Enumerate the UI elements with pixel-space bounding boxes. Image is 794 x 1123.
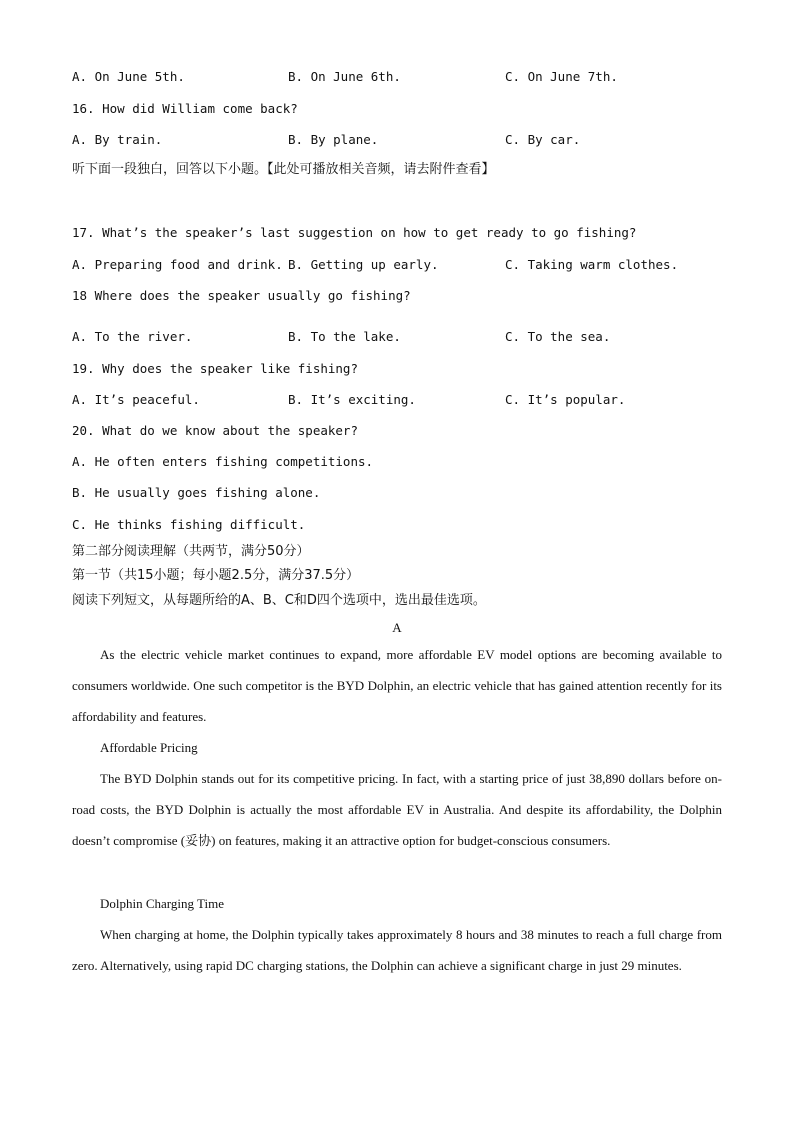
q17-option-c: C. Taking warm clothes. — [505, 257, 679, 272]
monologue-intro: 听下面一段独白，回答以下小题。【此处可播放相关音频，请去附件查看】 — [72, 162, 495, 177]
q18-question: 18 Where does the speaker usually go fishing? — [72, 288, 411, 303]
q19-option-a: A. It’s peaceful. — [72, 392, 200, 407]
part2-instruction: 阅读下列短文，从每题所给的A、B、C和D四个选项中，选出最佳选项。 — [72, 593, 486, 608]
passage-paragraph-3-text: When charging at home, the Dolphin typically takes approximately 8 hours and 38 minutes to reach a full charge from zero. Alternatively, using rapid DC charging stations, the Dolphin can achieve a significant charge in just 29 minutes. — [72, 927, 722, 974]
q16-option-b: B. By plane. — [288, 132, 379, 147]
passage-subheading-pricing: Affordable Pricing — [100, 740, 198, 755]
q19-question: 19. Why does the speaker like fishing? — [72, 361, 358, 376]
q16-option-a: A. By train. — [72, 132, 163, 147]
part2-heading: 第二部分阅读理解（共两节，满分50分） — [72, 544, 310, 559]
q20-option-a: A. He often enters fishing competitions. — [72, 454, 374, 469]
passage-paragraph-1 — [72, 639, 722, 733]
passage-paragraph-2 — [72, 763, 722, 857]
q18-option-b: B. To the lake. — [288, 329, 401, 344]
q18-option-a: A. To the river. — [72, 329, 193, 344]
q19-option-c: C. It’s popular. — [505, 392, 626, 407]
q15-option-b: B. On June 6th. — [288, 69, 401, 84]
passage-label: A — [392, 620, 402, 635]
passage-subheading-charging: Dolphin Charging Time — [100, 896, 225, 911]
q16-question: 16. How did William come back? — [72, 101, 298, 116]
q20-option-c: C. He thinks fishing difficult. — [72, 517, 306, 532]
part2-section1: 第一节（共15小题；每小题2.5分，满分37.5分） — [72, 568, 360, 583]
q15-option-a: A. On June 5th. — [72, 69, 185, 84]
passage-paragraph-1-text: As the electric vehicle market continues to expand, more affordable EV model options are becoming available to consumers worldwide. One such competitor is the BYD Dolphin, an electric vehicle that has gained attention recently for its affordability and features. — [72, 647, 722, 725]
q15-option-c: C. On June 7th. — [505, 69, 618, 84]
passage-paragraph-2-text: The BYD Dolphin stands out for its competitive pricing. In fact, with a starting price of just 38,890 dollars before on-road costs, the BYD Dolphin is actually the most affordable EV in Australia. And despite its affordability, the Dolphin doesn’t compromise (妥协) on features, making it an attractive option for budget-conscious consumers. — [72, 771, 722, 849]
q18-option-c: C. To the sea. — [505, 329, 611, 344]
q20-question: 20. What do we know about the speaker? — [72, 423, 358, 438]
passage-paragraph-3 — [72, 919, 722, 981]
q19-option-b: B. It’s exciting. — [288, 392, 416, 407]
q20-option-b: B. He usually goes fishing alone. — [72, 485, 321, 500]
q16-option-c: C. By car. — [505, 132, 581, 147]
q17-option-b: B. Getting up early. — [288, 257, 439, 272]
q17-question: 17. What’s the speaker’s last suggestion on how to get ready to go fishing? — [72, 225, 637, 240]
q17-option-a: A. Preparing food and drink. — [72, 257, 283, 272]
